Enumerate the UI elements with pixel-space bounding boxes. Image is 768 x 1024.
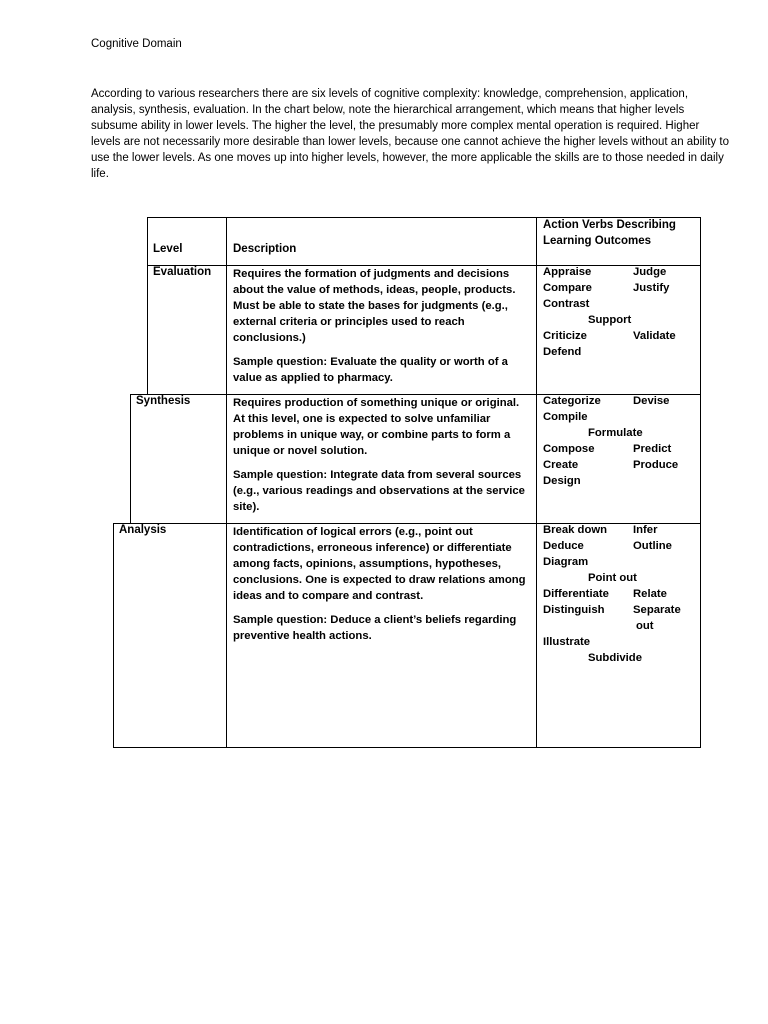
step-border-analysis <box>113 523 114 748</box>
verb: Subdivide <box>588 652 642 664</box>
verb: Create <box>543 459 579 471</box>
verb: Compare <box>543 282 592 294</box>
verbs-evaluation <box>543 266 703 362</box>
header-verbs <box>543 217 676 249</box>
verb: Support <box>588 314 632 326</box>
verb: Categorize <box>543 395 601 407</box>
verb: out <box>636 620 654 632</box>
description-synthesis <box>233 395 531 515</box>
verb: Break down <box>543 524 608 536</box>
verb: Deduce <box>543 540 584 552</box>
verb: Justify <box>633 282 670 294</box>
verb: Produce <box>633 459 679 471</box>
description-evaluation <box>233 266 531 386</box>
verb: Formulate <box>588 427 643 439</box>
verb: Criticize <box>543 330 587 342</box>
sample-question: Sample question: Integrate data from several sources (e.g., various readings and observations at the service site). <box>233 469 525 513</box>
verbs-analysis <box>543 524 703 668</box>
verb: Separate <box>633 604 681 616</box>
document-title: Cognitive Domain <box>91 38 182 50</box>
verb: Compile <box>543 411 588 423</box>
step-border-synthesis <box>130 394 131 524</box>
header-verbs-line2: Learning Outcomes <box>543 235 651 247</box>
verb: Design <box>543 475 581 487</box>
verb: Appraise <box>543 266 592 278</box>
verb: Relate <box>633 588 667 600</box>
step-border-evaluation <box>147 217 148 395</box>
description-text: Identification of logical errors (e.g., point out contradictions, erroneous inference) or differentiate among facts, opinions, assumptions, hypotheses, conclusions. One is expected to draw relations among ideas and to compare and contrast. <box>233 526 526 602</box>
verb: Defend <box>543 346 582 358</box>
verb: Diagram <box>543 556 589 568</box>
sample-question: Sample question: Deduce a client’s beliefs regarding preventive health actions. <box>233 614 517 642</box>
verb: Predict <box>633 443 672 455</box>
sample-question: Sample question: Evaluate the quality or worth of a value as applied to pharmacy. <box>233 356 508 384</box>
verb: Compose <box>543 443 595 455</box>
column-divider-verbs <box>536 217 537 748</box>
level-evaluation: Evaluation <box>153 266 212 278</box>
verb: Judge <box>633 266 667 278</box>
verbs-synthesis <box>543 395 703 491</box>
verb: Devise <box>633 395 670 407</box>
verb: Illustrate <box>543 636 591 648</box>
verb: Distinguish <box>543 604 605 616</box>
intro-paragraph: According to various researchers there are six levels of cognitive complexity: knowledge, comprehension, application, analysis, synthesis, evaluation. In the chart below, note the hierarchical arrangement, which means that higher levels subsume ability in lower levels. The higher the level, the presumably more complex mental operation is required. Higher levels are not necessarily more desirable than lower levels, because one cannot achieve the higher levels without an ability to use the lower levels. As one moves up into higher levels, however, the more applicable the skills are to those needed in daily life. <box>91 88 729 180</box>
verb: Contrast <box>543 298 590 310</box>
column-divider-description <box>226 217 227 748</box>
description-text: Requires production of something unique or original. At this level, one is expected to solve unfamiliar problems in unique way, or combine parts to form a unique or novel solution. <box>233 397 520 457</box>
header-verbs-line1: Action Verbs Describing <box>543 219 676 231</box>
header-level: Level <box>153 243 183 255</box>
description-analysis <box>233 524 531 644</box>
verb: Infer <box>633 524 658 536</box>
verb: Differentiate <box>543 588 609 600</box>
level-synthesis: Synthesis <box>136 395 191 407</box>
description-text: Requires the formation of judgments and decisions about the value of methods, ideas, people, products. Must be able to state the bases for judgments (e.g., external criteria or principles used to reach conclusions.) <box>233 268 516 344</box>
header-description: Description <box>233 243 297 255</box>
verb: Point out <box>588 572 637 584</box>
verb: Outline <box>633 540 672 552</box>
table-bottom-border <box>113 747 701 748</box>
level-analysis: Analysis <box>119 524 167 536</box>
verb: Validate <box>633 330 676 342</box>
